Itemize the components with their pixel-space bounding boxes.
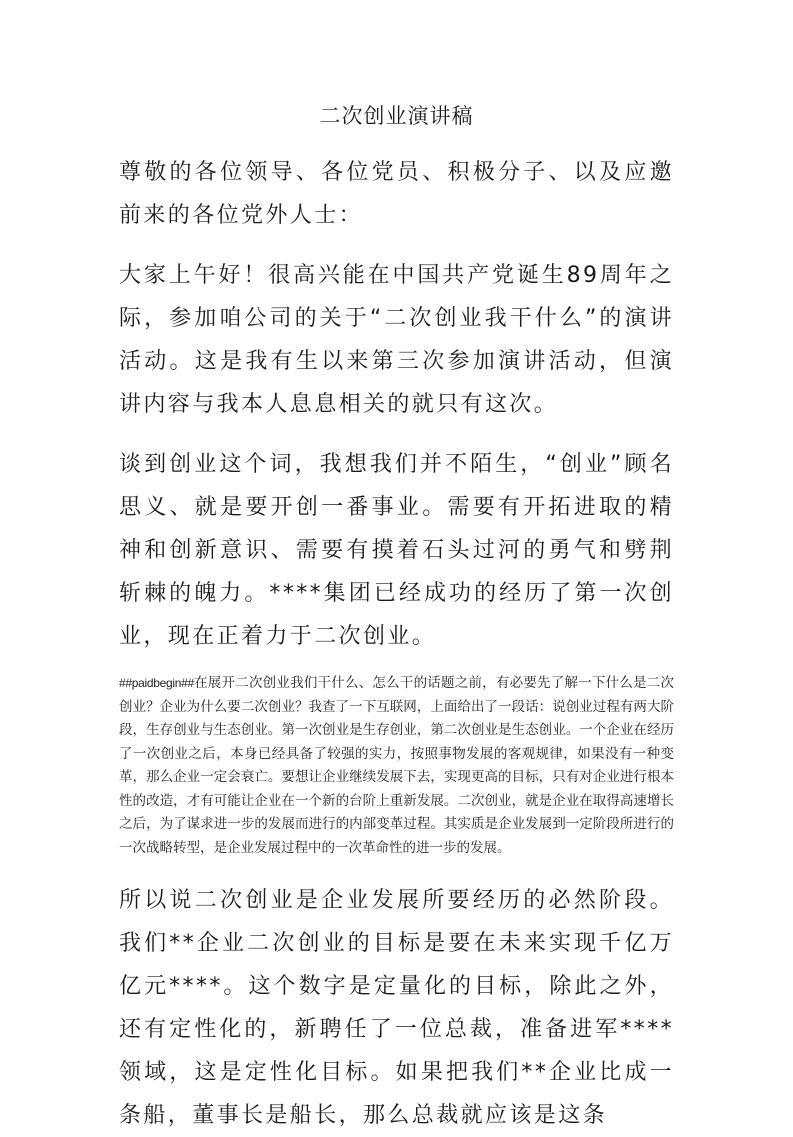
conclusion-paragraph: 所以说二次创业是企业发展所要经历的必然阶段。我们**企业二次创业的目标是要在未来实现千亿万亿元****。这个数字是定量化的目标，除此之外，还有定性化的，新聘任了一位总裁，准备进军****领域，这是定性化目标。如果把我们**企业比成一条船，董事长是船长，那么总裁就应该是这条 — [119, 888, 674, 1128]
document-title: 二次创业演讲稿 — [319, 104, 474, 128]
intro-paragraph: 大家上午好！很高兴能在中国共产党诞生89周年之际，参加咱公司的关于“二次创业我干什么”的演讲活动。这是我有生以来第三次参加演讲活动，但演讲内容与我本人息息相关的就只有这次。 — [119, 263, 674, 417]
paid-begin-marker: ##paidbegin## — [119, 676, 194, 690]
topic-paragraph: 谈到创业这个词，我想我们并不陌生，“创业”顾名思义、就是要开创一番事业。需要有开拓进取的精神和创新意识、需要有摸着石头过河的勇气和劈荆斩棘的魄力。****集团已经成功的经历了第一次创业，现在正着力于二次创业。 — [119, 452, 674, 649]
greeting-paragraph: 尊敬的各位领导、各位党员、积极分子、以及应邀前来的各位党外人士： — [119, 160, 674, 228]
document-body — [119, 151, 674, 1137]
paid-content-paragraph — [119, 672, 674, 860]
paid-content-text: 在展开二次创业我们干什么、怎么干的话题之前，有必要先了解一下什么是二次创业？企业为什么要二次创业？我查了一下互联网，上面给出了一段话：说创业过程有两大阶段，生存创业与生态创业。第一次创业是生存创业，第二次创业是生态创业。一个企业在经历了一次创业之后，本身已经具备了较强的实力，按照事物发展的客观规律，如果没有一种变革，那么企业一定会衰亡。要想让企业继续发展下去，实现更高的目标，只有对企业进行根本性的改造，才有可能让企业在一个新的台阶上重新发展。二次创业，就是企业在取得高速增长之后，为了谋求进一步的发展而进行的内部变革过程。其实质是企业发展到一定阶段所进行的一次战略转型，是企业发展过程中的一次革命性的进一步的发展。 — [119, 675, 674, 856]
